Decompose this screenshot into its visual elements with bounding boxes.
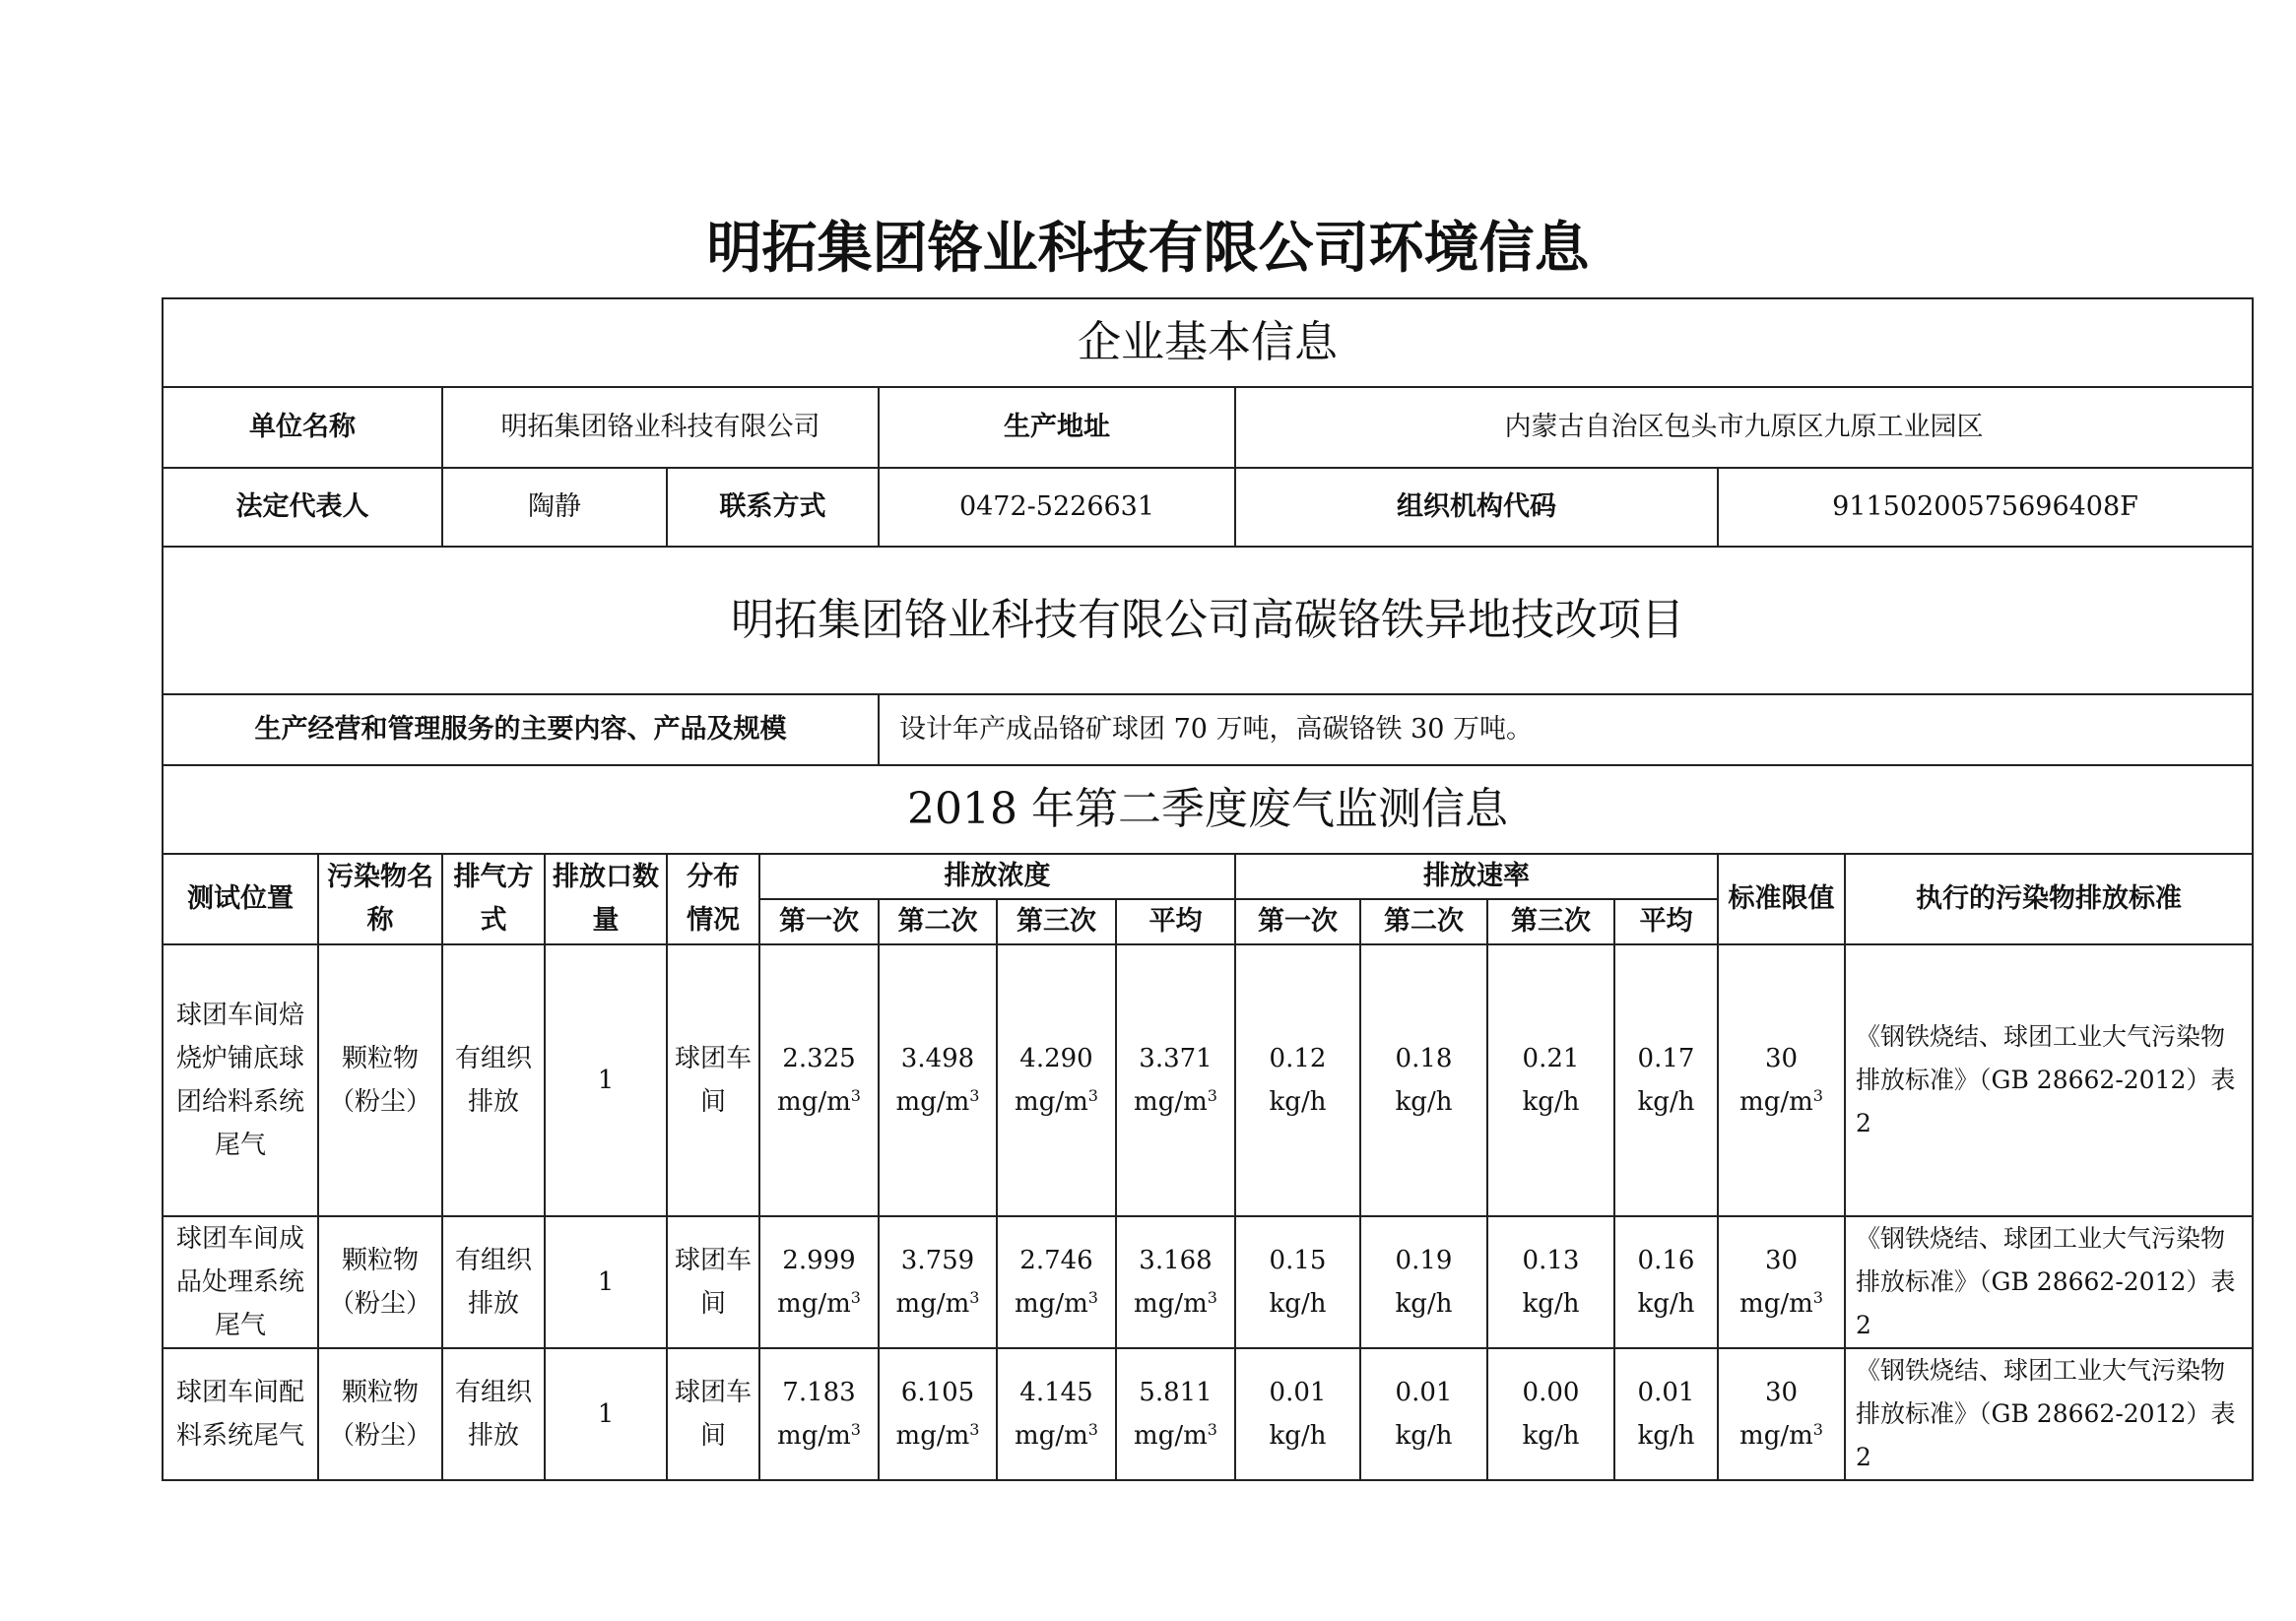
row-limit xyxy=(1718,944,1845,1216)
row-outlets: 1 xyxy=(545,1216,667,1348)
conc-value: 2.325 xyxy=(782,1044,856,1073)
table-row xyxy=(163,1216,2253,1348)
header-outlets: 排放口数量 xyxy=(545,854,667,944)
conc-unit: mg/m xyxy=(895,1289,970,1319)
conc-unit: mg/m xyxy=(1134,1289,1208,1319)
table-row xyxy=(163,944,2253,1216)
conc-value: 3.498 xyxy=(900,1044,975,1073)
header-rate-first: 第一次 xyxy=(1235,899,1360,944)
row-conc-first xyxy=(759,1216,879,1348)
header-standard: 执行的污染物排放标准 xyxy=(1845,854,2253,944)
unit-name-value: 明拓集团铬业科技有限公司 xyxy=(442,387,879,468)
rate-value: 0.01 xyxy=(1269,1378,1327,1407)
conc-unit: mg/m xyxy=(777,1289,851,1319)
rate-unit: kg/h xyxy=(1522,1087,1580,1117)
conc-unit-exponent: 3 xyxy=(1812,1288,1823,1307)
conc-unit: mg/m xyxy=(1739,1087,1813,1117)
header-rate-avg: 平均 xyxy=(1614,899,1718,944)
row-method: 有组织排放 xyxy=(442,1216,545,1348)
conc-unit-exponent: 3 xyxy=(1207,1086,1217,1105)
header-conc-first: 第一次 xyxy=(759,899,879,944)
conc-value: 4.145 xyxy=(1019,1378,1093,1407)
header-conc-second: 第二次 xyxy=(879,899,997,944)
row-conc-third xyxy=(997,944,1116,1216)
rate-unit: kg/h xyxy=(1395,1421,1453,1451)
row-distribution: 球团车间 xyxy=(667,944,759,1216)
row-rate-second xyxy=(1360,944,1487,1216)
rate-value: 0.12 xyxy=(1269,1044,1327,1073)
unit-name-label: 单位名称 xyxy=(163,387,442,468)
rate-value: 0.16 xyxy=(1637,1246,1695,1275)
conc-unit: mg/m xyxy=(895,1087,970,1117)
conc-value: 4.290 xyxy=(1019,1044,1093,1073)
conc-unit-exponent: 3 xyxy=(1087,1420,1098,1439)
org-code-label: 组织机构代码 xyxy=(1235,468,1718,547)
conc-unit-exponent: 3 xyxy=(850,1288,861,1307)
conc-unit-exponent: 3 xyxy=(1087,1086,1098,1105)
conc-unit: mg/m xyxy=(1015,1421,1088,1451)
conc-unit-exponent: 3 xyxy=(969,1420,980,1439)
row-limit xyxy=(1718,1348,1845,1480)
address-label: 生产地址 xyxy=(879,387,1235,468)
monitoring-heading: 2018 年第二季度废气监测信息 xyxy=(163,765,2253,854)
rate-unit: kg/h xyxy=(1522,1421,1580,1451)
limit-value: 30 xyxy=(1764,1246,1799,1275)
project-title: 明拓集团铬业科技有限公司高碳铬铁异地技改项目 xyxy=(163,547,2253,694)
header-position: 测试位置 xyxy=(163,854,318,944)
header-distribution: 分布情况 xyxy=(667,854,759,944)
conc-unit-exponent: 3 xyxy=(1812,1086,1823,1105)
rate-unit: kg/h xyxy=(1637,1087,1695,1117)
limit-value: 30 xyxy=(1764,1044,1799,1073)
row-position: 球团车间焙烧炉铺底球团给料系统尾气 xyxy=(163,944,318,1216)
row-pollutant: 颗粒物（粉尘） xyxy=(318,1216,442,1348)
org-code-value: 91150200575696408F xyxy=(1718,468,2253,547)
conc-value: 2.999 xyxy=(782,1246,856,1275)
row-rate-second xyxy=(1360,1216,1487,1348)
header-rate-second: 第二次 xyxy=(1360,899,1487,944)
row-pollutant: 颗粒物（粉尘） xyxy=(318,1348,442,1480)
conc-unit: mg/m xyxy=(777,1421,851,1451)
rate-value: 0.00 xyxy=(1522,1378,1580,1407)
legal-rep-value: 陶静 xyxy=(442,468,667,547)
conc-unit: mg/m xyxy=(1739,1289,1813,1319)
rate-unit: kg/h xyxy=(1395,1087,1453,1117)
row-conc-second xyxy=(879,1216,997,1348)
row-distribution: 球团车间 xyxy=(667,1216,759,1348)
rate-value: 0.19 xyxy=(1395,1246,1453,1275)
row-rate-avg xyxy=(1614,944,1718,1216)
conc-unit: mg/m xyxy=(1134,1421,1208,1451)
scope-label: 生产经营和管理服务的主要内容、产品及规模 xyxy=(163,694,879,765)
row-rate-third xyxy=(1487,1216,1614,1348)
conc-value: 3.371 xyxy=(1139,1044,1213,1073)
rate-value: 0.21 xyxy=(1522,1044,1580,1073)
conc-unit-exponent: 3 xyxy=(850,1420,861,1439)
table-row xyxy=(163,1348,2253,1480)
row-conc-first xyxy=(759,944,879,1216)
header-rate: 排放速率 xyxy=(1235,854,1718,899)
header-conc-avg: 平均 xyxy=(1116,899,1235,944)
rate-value: 0.01 xyxy=(1637,1378,1695,1407)
row-rate-third xyxy=(1487,1348,1614,1480)
rate-unit: kg/h xyxy=(1522,1289,1580,1319)
row-position: 球团车间配料系统尾气 xyxy=(163,1348,318,1480)
row-method: 有组织排放 xyxy=(442,944,545,1216)
conc-unit-exponent: 3 xyxy=(1207,1420,1217,1439)
header-limit: 标准限值 xyxy=(1718,854,1845,944)
rate-value: 0.01 xyxy=(1395,1378,1453,1407)
conc-unit-exponent: 3 xyxy=(1207,1288,1217,1307)
conc-value: 3.168 xyxy=(1139,1246,1213,1275)
row-conc-third xyxy=(997,1348,1116,1480)
conc-unit-exponent: 3 xyxy=(850,1086,861,1105)
header-pollutant: 污染物名称 xyxy=(318,854,442,944)
conc-unit: mg/m xyxy=(895,1421,970,1451)
rate-unit: kg/h xyxy=(1269,1289,1327,1319)
row-distribution: 球团车间 xyxy=(667,1348,759,1480)
rate-unit: kg/h xyxy=(1637,1421,1695,1451)
row-rate-third xyxy=(1487,944,1614,1216)
row-outlets: 1 xyxy=(545,944,667,1216)
basic-info-heading: 企业基本信息 xyxy=(163,298,2253,387)
contact-label: 联系方式 xyxy=(667,468,879,547)
row-rate-first xyxy=(1235,1348,1360,1480)
row-conc-first xyxy=(759,1348,879,1480)
row-conc-second xyxy=(879,1348,997,1480)
row-position: 球团车间成品处理系统尾气 xyxy=(163,1216,318,1348)
row-conc-avg xyxy=(1116,944,1235,1216)
row-conc-third xyxy=(997,1216,1116,1348)
rate-unit: kg/h xyxy=(1637,1289,1695,1319)
row-rate-first xyxy=(1235,1216,1360,1348)
scope-value: 设计年产成品铬矿球团 70 万吨，高碳铬铁 30 万吨。 xyxy=(879,694,2253,765)
row-standard: 《钢铁烧结、球团工业大气污染物排放标准》（GB 28662-2012）表 2 xyxy=(1845,1348,2253,1480)
row-rate-first xyxy=(1235,944,1360,1216)
conc-unit-exponent: 3 xyxy=(969,1288,980,1307)
conc-unit: mg/m xyxy=(777,1087,851,1117)
row-outlets: 1 xyxy=(545,1348,667,1480)
header-method: 排气方式 xyxy=(442,854,545,944)
conc-unit-exponent: 3 xyxy=(1087,1288,1098,1307)
rate-unit: kg/h xyxy=(1395,1289,1453,1319)
row-rate-avg xyxy=(1614,1216,1718,1348)
limit-value: 30 xyxy=(1764,1378,1799,1407)
address-value: 内蒙古自治区包头市九原区九原工业园区 xyxy=(1235,387,2253,468)
rate-unit: kg/h xyxy=(1269,1087,1327,1117)
row-rate-avg xyxy=(1614,1348,1718,1480)
legal-rep-label: 法定代表人 xyxy=(163,468,442,547)
conc-value: 5.811 xyxy=(1139,1378,1213,1407)
conc-value: 3.759 xyxy=(900,1246,975,1275)
conc-unit-exponent: 3 xyxy=(1812,1420,1823,1439)
conc-unit: mg/m xyxy=(1739,1421,1813,1451)
header-conc-third: 第三次 xyxy=(997,899,1116,944)
conc-value: 6.105 xyxy=(900,1378,975,1407)
conc-unit: mg/m xyxy=(1134,1087,1208,1117)
rate-value: 0.15 xyxy=(1269,1246,1327,1275)
conc-value: 2.746 xyxy=(1019,1246,1093,1275)
document-title: 明拓集团铬业科技有限公司环境信息 xyxy=(706,217,1590,281)
contact-value: 0472-5226631 xyxy=(879,468,1235,547)
environment-info-table xyxy=(162,297,2254,1481)
rate-value: 0.13 xyxy=(1522,1246,1580,1275)
rate-unit: kg/h xyxy=(1269,1421,1327,1451)
row-conc-second xyxy=(879,944,997,1216)
row-pollutant: 颗粒物（粉尘） xyxy=(318,944,442,1216)
header-concentration: 排放浓度 xyxy=(759,854,1235,899)
row-rate-second xyxy=(1360,1348,1487,1480)
row-conc-avg xyxy=(1116,1216,1235,1348)
rate-value: 0.18 xyxy=(1395,1044,1453,1073)
row-standard: 《钢铁烧结、球团工业大气污染物排放标准》（GB 28662-2012）表 2 xyxy=(1845,944,2253,1216)
row-limit xyxy=(1718,1216,1845,1348)
rate-value: 0.17 xyxy=(1637,1044,1695,1073)
conc-unit-exponent: 3 xyxy=(969,1086,980,1105)
conc-value: 7.183 xyxy=(782,1378,856,1407)
conc-unit: mg/m xyxy=(1015,1289,1088,1319)
header-rate-third: 第三次 xyxy=(1487,899,1614,944)
conc-unit: mg/m xyxy=(1015,1087,1088,1117)
row-conc-avg xyxy=(1116,1348,1235,1480)
row-standard: 《钢铁烧结、球团工业大气污染物排放标准》（GB 28662-2012）表 2 xyxy=(1845,1216,2253,1348)
row-method: 有组织排放 xyxy=(442,1348,545,1480)
